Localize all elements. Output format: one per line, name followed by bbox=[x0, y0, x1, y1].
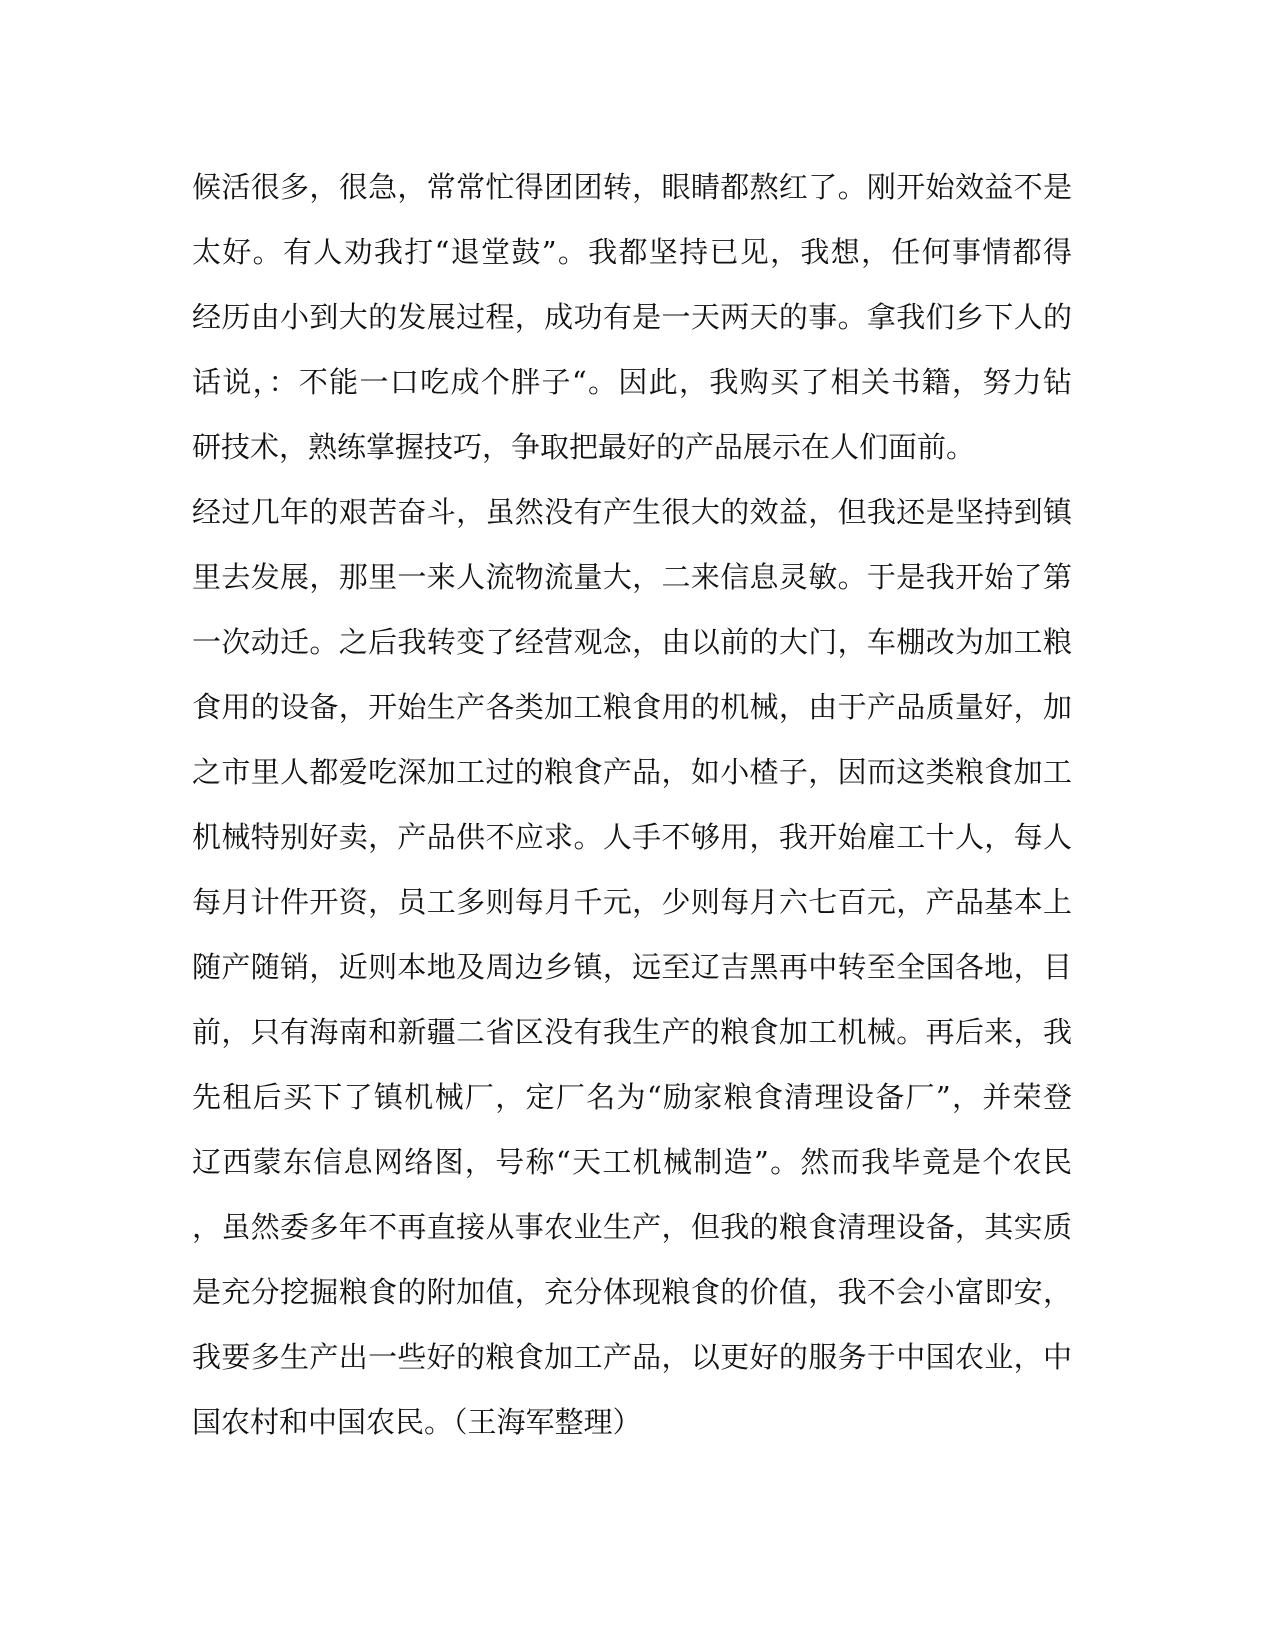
text-line: 经过几年的艰苦奋斗，虽然没有产生很大的效益，但我还是坚持到镇 bbox=[192, 495, 1072, 529]
text-line: 一次动迁。之后我转变了经营观念，由以前的大门，车棚改为加工粮 bbox=[192, 625, 1072, 659]
text-line: 每月计件开资，员工多则每月千元，少则每月六七百元，产品基本上 bbox=[192, 885, 1072, 919]
text-line: 太好。有人劝我打“退堂鼓”。我都坚持已见，我想，任何事情都得 bbox=[192, 235, 1072, 269]
text-line: 是充分挖掘粮食的附加值，充分体现粮食的价值，我不会小富即安， bbox=[192, 1275, 1072, 1309]
text-line: 辽西蒙东信息网络图，号称“天工机械制造”。然而我毕竟是个农民 bbox=[192, 1145, 1072, 1179]
text-line: 国农村和中国农民。（王海军整理） bbox=[192, 1405, 642, 1439]
text-line: 研技术，熟练掌握技巧，争取把最好的产品展示在人们面前。 bbox=[192, 430, 976, 464]
text-line: 先租后买下了镇机械厂，定厂名为“励家粮食清理设备厂”，并荣登 bbox=[192, 1080, 1072, 1114]
text-line: 食用的设备，开始生产各类加工粮食用的机械，由于产品质量好，加 bbox=[192, 690, 1072, 724]
text-line: 候活很多，很急，常常忙得团团转，眼睛都熬红了。刚开始效益不是 bbox=[192, 170, 1072, 204]
text-line: 随产随销，近则本地及周边乡镇，远至辽吉黑再中转至全国各地，目 bbox=[192, 950, 1072, 984]
text-line: 经历由小到大的发展过程，成功有是一天两天的事。拿我们乡下人的 bbox=[192, 300, 1072, 334]
text-line: 里去发展，那里一来人流物流量大，二来信息灵敏。于是我开始了第 bbox=[192, 560, 1072, 594]
text-line: 前，只有海南和新疆二省区没有我生产的粮食加工机械。再后来，我 bbox=[192, 1015, 1072, 1049]
text-line: 话说，：不能一口吃成个胖子“。因此，我购买了相关书籍，努力钻 bbox=[192, 365, 1072, 399]
body-text bbox=[192, 155, 1072, 1455]
text-line: ，虽然委多年不再直接从事农业生产，但我的粮食清理设备，其实质 bbox=[192, 1210, 1072, 1244]
text-line: 机械特别好卖，产品供不应求。人手不够用，我开始雇工十人，每人 bbox=[192, 820, 1072, 854]
text-line: 之市里人都爱吃深加工过的粮食产品，如小楂子，因而这类粮食加工 bbox=[192, 755, 1072, 789]
text-line: 我要多生产出一些好的粮食加工产品，以更好的服务于中国农业，中 bbox=[192, 1340, 1072, 1374]
